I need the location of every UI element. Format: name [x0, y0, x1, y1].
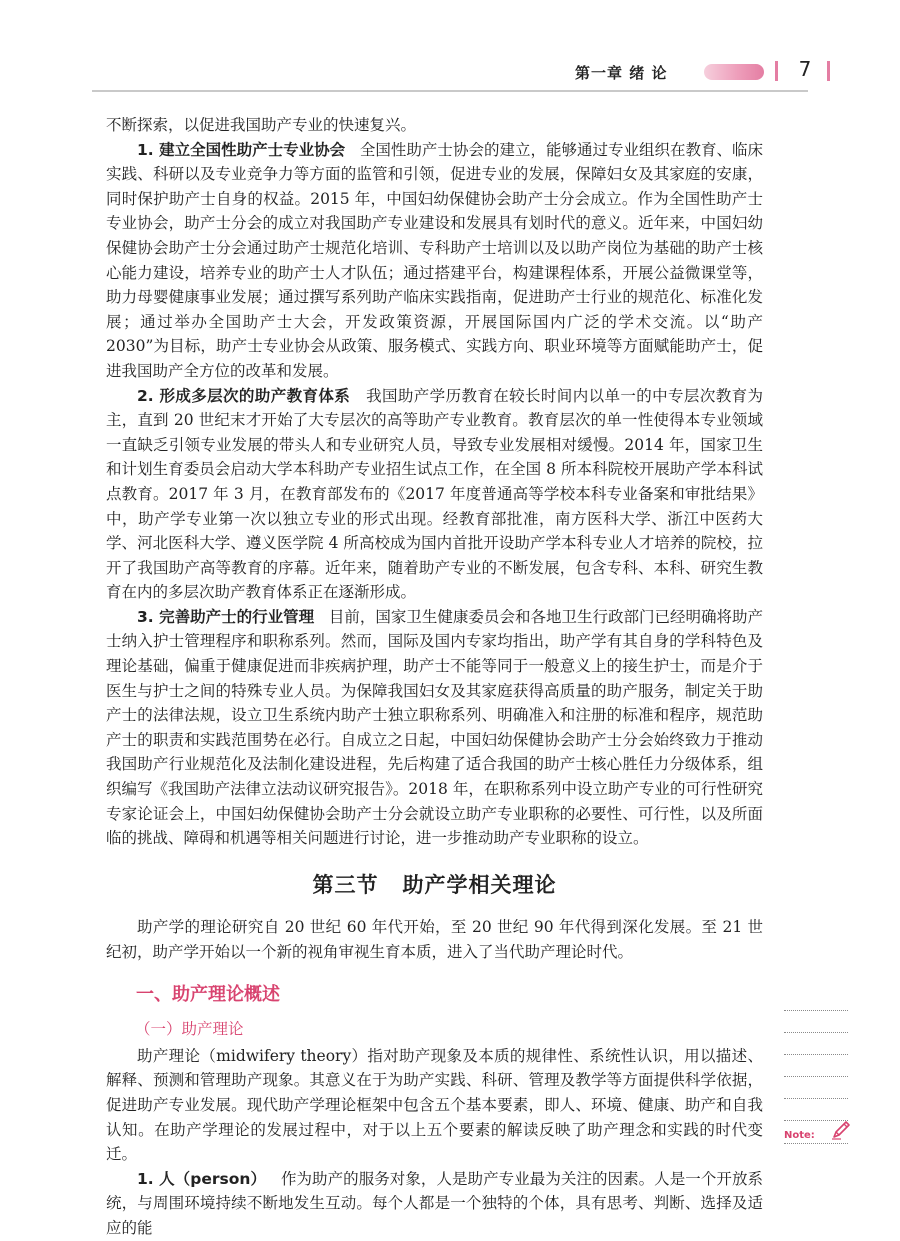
- section-title: [106, 873, 763, 898]
- paragraph-management: [106, 605, 763, 851]
- paragraph-continuation: 不断探索，以促进我国助产专业的快速复兴。: [106, 116, 417, 134]
- paragraph-heading: 1. 人（person）: [137, 1169, 266, 1188]
- paragraph-text: 作为助产的服务对象，人是助产专业最为关注的因素。人是一个开放系统，与周围环境持续不断地发生互动。每个人都是一个独特的个体，具有思考、判断、选择及适应的能: [106, 1169, 763, 1237]
- chapter-title: 第一章 绪 论: [575, 64, 668, 82]
- header-decoration-pill: [704, 64, 764, 80]
- pencil-icon: [829, 1118, 853, 1142]
- paragraph-heading: 2. 形成多层次的助产教育体系: [137, 386, 351, 405]
- header-rule: [92, 90, 808, 92]
- note-rule: [784, 1032, 848, 1033]
- paragraph-heading: 3. 完善助产士的行业管理: [137, 607, 315, 626]
- note-rule: [784, 1054, 848, 1055]
- header-divider-right: [827, 61, 830, 81]
- note-label: Note:: [784, 1130, 815, 1141]
- note-rule: [784, 1143, 848, 1144]
- paragraph-text: 目前，国家卫生健康委员会和各地卫生行政部门已经明确将助产士纳入护士管理程序和职称系列。然而，国际及国内专家均指出，助产学有其自身的学科特色及理论基础，偏重于健康促进而非疾病护理，助产士不能等同于一般意义上的接生护士，而是介于医生与护士之间的特殊专业人员。为保障我国妇女及其家庭获得高质量的助产服务，制定关于助产士的法律法规，设立卫生系统内助产士独立职称系列、明确准入和注册的标准和程序，规范助产士的职责和实践范围势在必行。自成立之日起，中国妇幼保健协会助产士分会始终致力于推动我国助产行业规范化及法制化建设进程，先后构建了适合我国的助产士核心胜任力分级体系，组织编写《我国助产法律立法动议研究报告》。2018 年，在职称系列中设立助产专业的可行性研究专家论证会上，中国妇幼保健协会助产士分会就设立助产专业职称的必要性、可行性，以及所面临的挑战、障碍和机遇等相关问题进行讨论，进一步推动助产专业职称的设立。: [106, 607, 763, 848]
- note-rule: [784, 1010, 848, 1011]
- paragraph-text: 全国性助产士协会的建立，能够通过专业组织在教育、临床实践、科研以及专业竞争力等方面的监管和引领，促进专业的发展，保障妇女及其家庭的安康，同时保护助产士自身的权益。2015 年，中国妇幼保健协会助产士分会成立。作为全国性助产士专业协会，助产士分会的成立对我国助产专业建设和发展具有划时代的意义。近年来，中国妇幼保健协会助产士分会通过助产士规范化培训、专科助产士培训以及以助产岗位为基础的助产士核心能力建设，培养专业的助产士人才队伍；通过搭建平台，构建课程体系，开展公益微课堂等，助力母婴健康事业发展；通过撰写系列助产临床实践指南，促进助产士行业的规范化、标准化发展；通过举办全国助产士大会，开发政策资源，开展国际国内广泛的学术交流。以“助产 2030”为目标，助产士专业协会从政策、服务模式、实践方向、职业环境等方面赋能助产士，促进我国助产全方位的改革和发展。: [106, 140, 764, 380]
- note-rule: [784, 1098, 848, 1099]
- heading-level-1: 一、助产理论概述: [136, 983, 280, 1005]
- paragraph-education: [106, 384, 763, 605]
- page-number: 7: [798, 57, 812, 81]
- section-number: 第三节: [312, 872, 379, 897]
- paragraph-text: 我国助产学历教育在较长时间内以单一的中专层次教育为主，直到 20 世纪末才开始了大专层次的高等助产专业教育。教育层次的单一性使得本专业领域一直缺乏引领专业发展的带头人和专业研究人员，导致专业发展相对缓慢。2014 年，国家卫生和计划生育委员会启动大学本科助产专业招生试点工作，在全国 8 所本科院校开展助产学本科试点教育。2017 年 3 月，在教育部发布的《2017 年度普通高等学校本科专业备案和审批结果》中，助产学专业第一次以独立专业的形式出现。经教育部批准，南方医科大学、浙江中医药大学、河北医科大学、遵义医学院 4 所高校成为国内首批开设助产学本科专业人才培养的院校，拉开了我国助产高等教育的序幕。近年来，随着助产专业的不断发展，包含专科、本科、研究生教育在内的多层次助产教育体系正在逐渐形成。: [106, 386, 763, 602]
- paragraph-association: [106, 138, 763, 384]
- section-name: 助产学相关理论: [402, 872, 557, 897]
- page-header: [0, 50, 900, 90]
- page-body: [106, 113, 763, 1241]
- paragraph-person: [106, 1167, 763, 1241]
- paragraph-theory: 助产理论（midwifery theory）指对助产现象及本质的规律性、系统性认识，用以描述、解释、预测和管理助产现象。其意义在于为助产实践、科研、管理及教学等方面提供科学依据，促进助产专业发展。现代助产学理论框架中包含五个基本要素，即人、环境、健康、助产和自我认知。在助产学理论的发展过程中，对于以上五个要素的解读反映了助产理念和实践的时代变迁。: [106, 1046, 763, 1164]
- paragraph-heading: 1. 建立全国性助产士专业协会: [137, 140, 346, 159]
- header-divider-left: [775, 61, 778, 81]
- heading-level-2: （一）助产理论: [135, 1020, 244, 1039]
- note-rule: [784, 1076, 848, 1077]
- section-intro: 助产学的理论研究自 20 世纪 60 年代开始，至 20 世纪 90 年代得到深化发展。至 21 世纪初，助产学开始以一个新的视角审视生育本质，进入了当代助产理论时代。: [106, 918, 763, 961]
